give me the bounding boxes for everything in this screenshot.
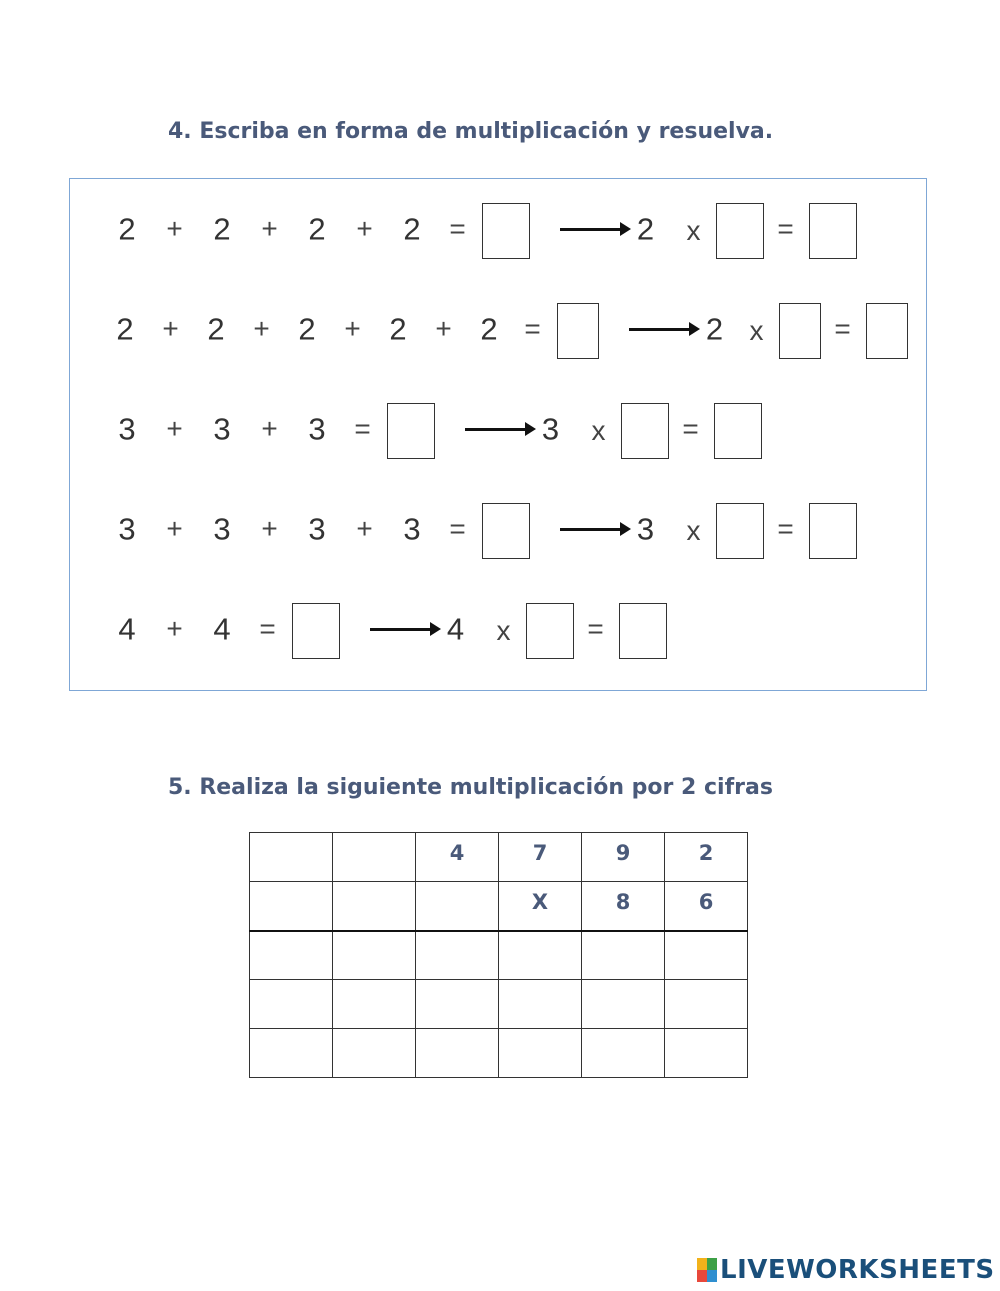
addend: 2	[116, 311, 134, 347]
grid-cell[interactable]	[582, 931, 665, 980]
factor: 4	[446, 611, 465, 647]
grid-row	[250, 980, 748, 1029]
arrow-right-icon	[560, 528, 622, 531]
grid-cell	[250, 882, 333, 931]
plus-sign: +	[162, 313, 179, 344]
sum-answer-box[interactable]	[292, 603, 340, 659]
plus-sign: +	[356, 213, 373, 244]
plus-sign: +	[166, 413, 183, 444]
grid-cell: X	[499, 882, 582, 931]
equals-sign: =	[524, 313, 541, 344]
plus-sign: +	[166, 613, 183, 644]
grid-cell	[250, 833, 333, 882]
equals-sign: =	[834, 313, 851, 344]
plus-sign: +	[261, 413, 278, 444]
multiplication-grid	[249, 832, 748, 1078]
grid-cell[interactable]	[333, 931, 416, 980]
equations-panel	[69, 178, 927, 691]
question-5-title: 5. Realiza la siguiente multiplicación por 2 cifras	[168, 775, 773, 800]
grid-cell	[416, 882, 499, 931]
grid-cell: 9	[582, 833, 665, 882]
logo-square-green	[707, 1258, 717, 1270]
equals-sign: =	[354, 413, 371, 444]
product-answer-box[interactable]	[619, 603, 667, 659]
arrow-right-icon	[370, 628, 432, 631]
times-sign: x	[749, 315, 764, 346]
brand-name: LIVEWORKSHEETS	[720, 1255, 995, 1285]
times-sign: x	[686, 215, 701, 246]
addend: 3	[213, 411, 231, 447]
multiplier-answer-box[interactable]	[716, 203, 764, 259]
grid-cell[interactable]	[416, 980, 499, 1029]
multiplier-answer-box[interactable]	[526, 603, 574, 659]
factor: 2	[636, 211, 655, 247]
logo-square-blue	[707, 1270, 717, 1282]
plus-sign: +	[261, 213, 278, 244]
grid-cell[interactable]	[250, 931, 333, 980]
liveworksheets-logo	[697, 1255, 995, 1285]
grid-cell: 6	[665, 882, 748, 931]
addend: 2	[207, 311, 225, 347]
addend: 4	[213, 611, 231, 647]
addend: 2	[403, 211, 421, 247]
addend: 3	[213, 511, 231, 547]
factor: 2	[705, 311, 724, 347]
grid-cell[interactable]	[333, 1029, 416, 1078]
multiplier-answer-box[interactable]	[716, 503, 764, 559]
grid-cell[interactable]	[499, 931, 582, 980]
grid-cell[interactable]	[665, 980, 748, 1029]
grid-cell[interactable]	[499, 980, 582, 1029]
addend: 2	[389, 311, 407, 347]
plus-sign: +	[253, 313, 270, 344]
addend: 3	[308, 411, 326, 447]
grid-cell	[333, 882, 416, 931]
equals-sign: =	[777, 513, 794, 544]
addend: 3	[308, 511, 326, 547]
factor: 3	[636, 511, 655, 547]
equals-sign: =	[259, 613, 276, 644]
equals-sign: =	[449, 513, 466, 544]
equals-sign: =	[777, 213, 794, 244]
arrow-right-icon	[629, 328, 691, 331]
times-sign: x	[591, 415, 606, 446]
addend: 3	[118, 411, 136, 447]
grid-cell: 7	[499, 833, 582, 882]
grid-cell[interactable]	[250, 1029, 333, 1078]
addend: 4	[118, 611, 136, 647]
addend: 2	[213, 211, 231, 247]
arrow-right-icon	[465, 428, 527, 431]
question-4-title: 4. Escriba en forma de multiplicación y resuelva.	[168, 119, 774, 144]
sum-answer-box[interactable]	[482, 203, 530, 259]
addend: 2	[308, 211, 326, 247]
plus-sign: +	[435, 313, 452, 344]
grid-cell: 4	[416, 833, 499, 882]
grid-cell[interactable]	[333, 980, 416, 1029]
addend: 2	[298, 311, 316, 347]
addend: 2	[480, 311, 498, 347]
grid-row	[250, 931, 748, 980]
grid-cell[interactable]	[416, 1029, 499, 1078]
equals-sign: =	[587, 613, 604, 644]
plus-sign: +	[166, 513, 183, 544]
grid-cell[interactable]	[416, 931, 499, 980]
multiplier-answer-box[interactable]	[621, 403, 669, 459]
grid-cell[interactable]	[665, 931, 748, 980]
logo-square-yellow	[697, 1258, 707, 1270]
sum-answer-box[interactable]	[482, 503, 530, 559]
grid-cell[interactable]	[250, 980, 333, 1029]
grid-row	[250, 833, 748, 882]
plus-sign: +	[356, 513, 373, 544]
grid-cell	[333, 833, 416, 882]
grid-row	[250, 882, 748, 931]
grid-cell[interactable]	[582, 980, 665, 1029]
factor: 3	[541, 411, 560, 447]
plus-sign: +	[261, 513, 278, 544]
arrow-right-icon	[560, 228, 622, 231]
grid-cell[interactable]	[499, 1029, 582, 1078]
sum-answer-box[interactable]	[557, 303, 599, 359]
grid-cell[interactable]	[582, 1029, 665, 1078]
times-sign: x	[686, 515, 701, 546]
grid-cell: 8	[582, 882, 665, 931]
times-sign: x	[496, 615, 511, 646]
equals-sign: =	[682, 413, 699, 444]
grid-cell: 2	[665, 833, 748, 882]
product-answer-box[interactable]	[809, 503, 857, 559]
sum-answer-box[interactable]	[387, 403, 435, 459]
addend: 3	[403, 511, 421, 547]
logo-square-red	[697, 1270, 707, 1282]
multiplier-answer-box[interactable]	[779, 303, 821, 359]
product-answer-box[interactable]	[714, 403, 762, 459]
plus-sign: +	[166, 213, 183, 244]
addend: 3	[118, 511, 136, 547]
liveworksheets-logo-icon	[697, 1258, 717, 1282]
grid-row	[250, 1029, 748, 1078]
addend: 2	[118, 211, 136, 247]
product-answer-box[interactable]	[866, 303, 908, 359]
equals-sign: =	[449, 213, 466, 244]
product-answer-box[interactable]	[809, 203, 857, 259]
grid-cell[interactable]	[665, 1029, 748, 1078]
plus-sign: +	[344, 313, 361, 344]
